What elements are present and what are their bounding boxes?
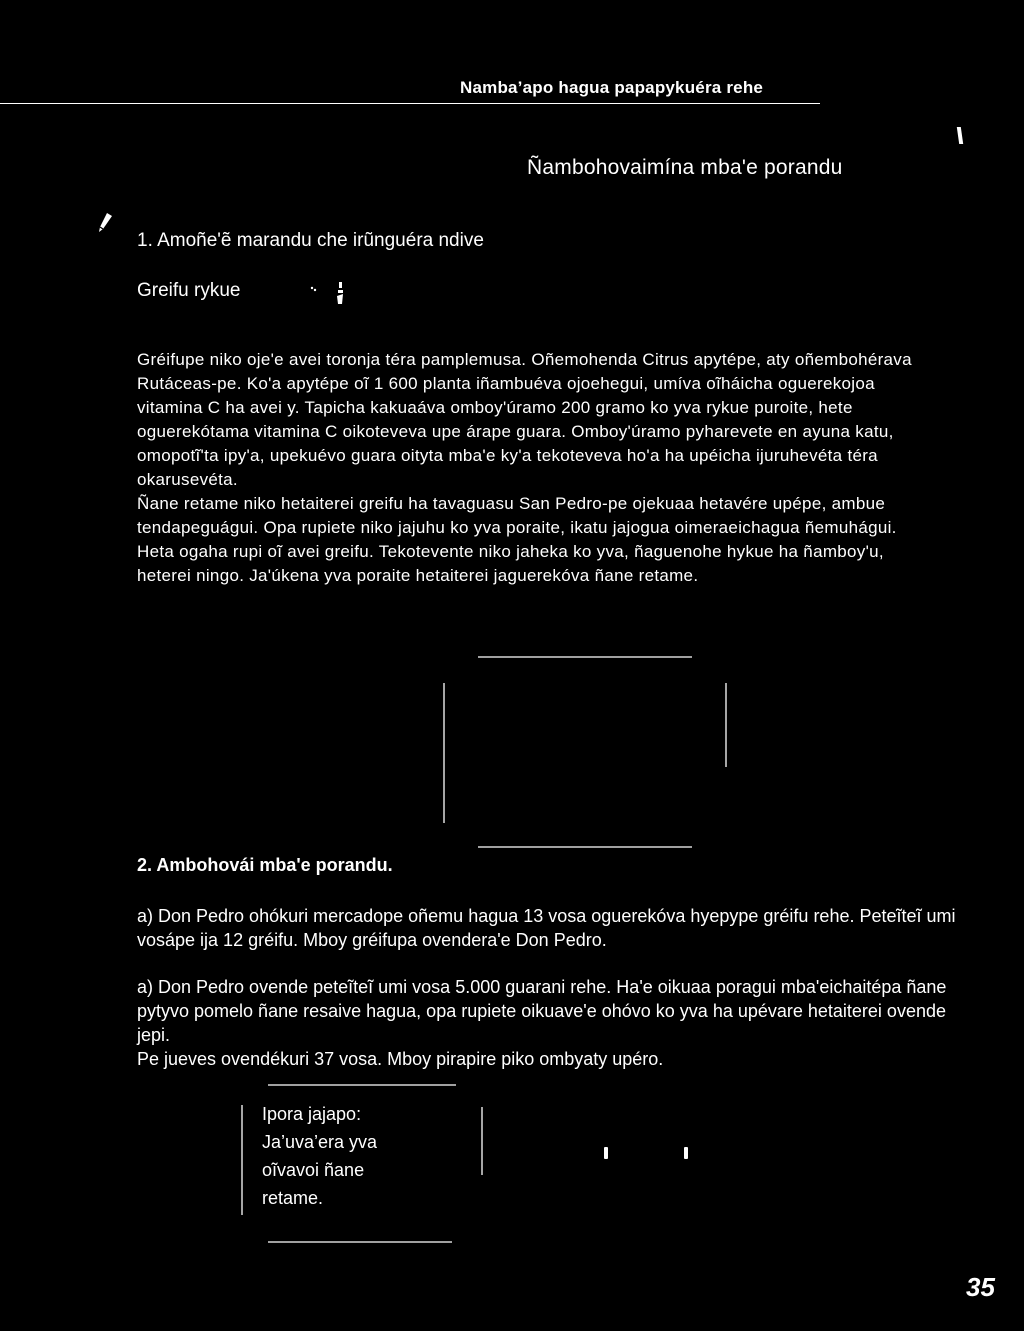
problem-a: a) Don Pedro ohókuri mercadope oñemu hagua 13 vosa oguerekóva hyepype gréifu rehe. Peteĩteĩ umi vosápe ija 12 gréifu. Mboy gréifupa ovendera'e Don Pedro. [137, 906, 956, 950]
story-text [137, 348, 937, 588]
subheading: Greifu rykue [137, 280, 241, 301]
problem-b: a) Don Pedro ovende peteĩteĩ umi vosa 5.000 guarani rehe. Ha'e oikuaa poragui mba'eichaitépa ñane pytyvo pomelo ñane resaive hagua, opa rupiete oikuave'e ohóvo ko yva ha upévare hetaiterei ovende jepi. [137, 977, 947, 1045]
section2-title: 2. Ambohovái mba'e porandu. [137, 855, 393, 875]
decorative-dots-icon [306, 278, 366, 308]
reminder-text [262, 1100, 452, 1212]
reminder-line: Ja’uva’era yva [262, 1132, 378, 1152]
reminder-line: Ipora jajapo: [262, 1104, 362, 1124]
problems-text [137, 904, 957, 1071]
story-paragraph: Gréifupe niko oje'e avei toronja téra pamplemusa. Oñemohenda Citrus apytépe, aty oñembohérava Rutáceas-pe. Ko'a apytépe oĩ 1 600 planta iñambuéva ojoehegui, umíva oĩháicha oguerekojoa vitamina C ha avei y. Tapicha kakuaáva omboy'úramo 200 gramo ko yva rykue puroite, hete oguerekótama vitamina C oikoteveva upe árape guara. Omboy'úramo pyharevete en ayuna katu, omopotĩ'ta ipy'a, upekuévo guara oityta mba'e ky'a tekoteveva ho'a ha upéicha ijuruhevéta téra okarusevéta. [137, 350, 912, 489]
section1-title: 1. Amoñe'ẽ marandu che irũnguéra ndive [137, 230, 484, 251]
header-title: Namba’apo hagua papapykuéra rehe [460, 78, 764, 97]
reminder-line: oĩvavoi ñane [262, 1160, 365, 1180]
corner-mark [957, 127, 963, 144]
reminder-line: retame. [262, 1188, 324, 1208]
problem-b-question: Pe jueves ovendékuri 37 vosa. Mboy pirapire piko ombyaty upéro. [137, 1049, 664, 1069]
image-frame [440, 655, 730, 850]
story-paragraph: Ñane retame niko hetaiterei greifu ha tavaguasu San Pedro-pe ojekuaa hetavére upépe, ambue tendapeguágui. Opa rupiete niko jajuhu ko yva poraite, ikatu jajogua oimeraeichagua ñemuhágui. Heta ogaha rupi oĩ avei greifu. Tekotevente niko jaheka ko yva, ñaguenohe hykue ha ñamboy'u, heterei ningo. Ja'úkena yva poraite hetaiterei jaguerekóva ñane retame. [137, 494, 897, 585]
header-rule [0, 103, 820, 104]
page-number: 35 [966, 1272, 995, 1302]
page-heading: Ñambohovaimína mba'e porandu [527, 156, 843, 179]
decorative-marks-icon [602, 1146, 692, 1160]
pen-icon [97, 212, 113, 234]
